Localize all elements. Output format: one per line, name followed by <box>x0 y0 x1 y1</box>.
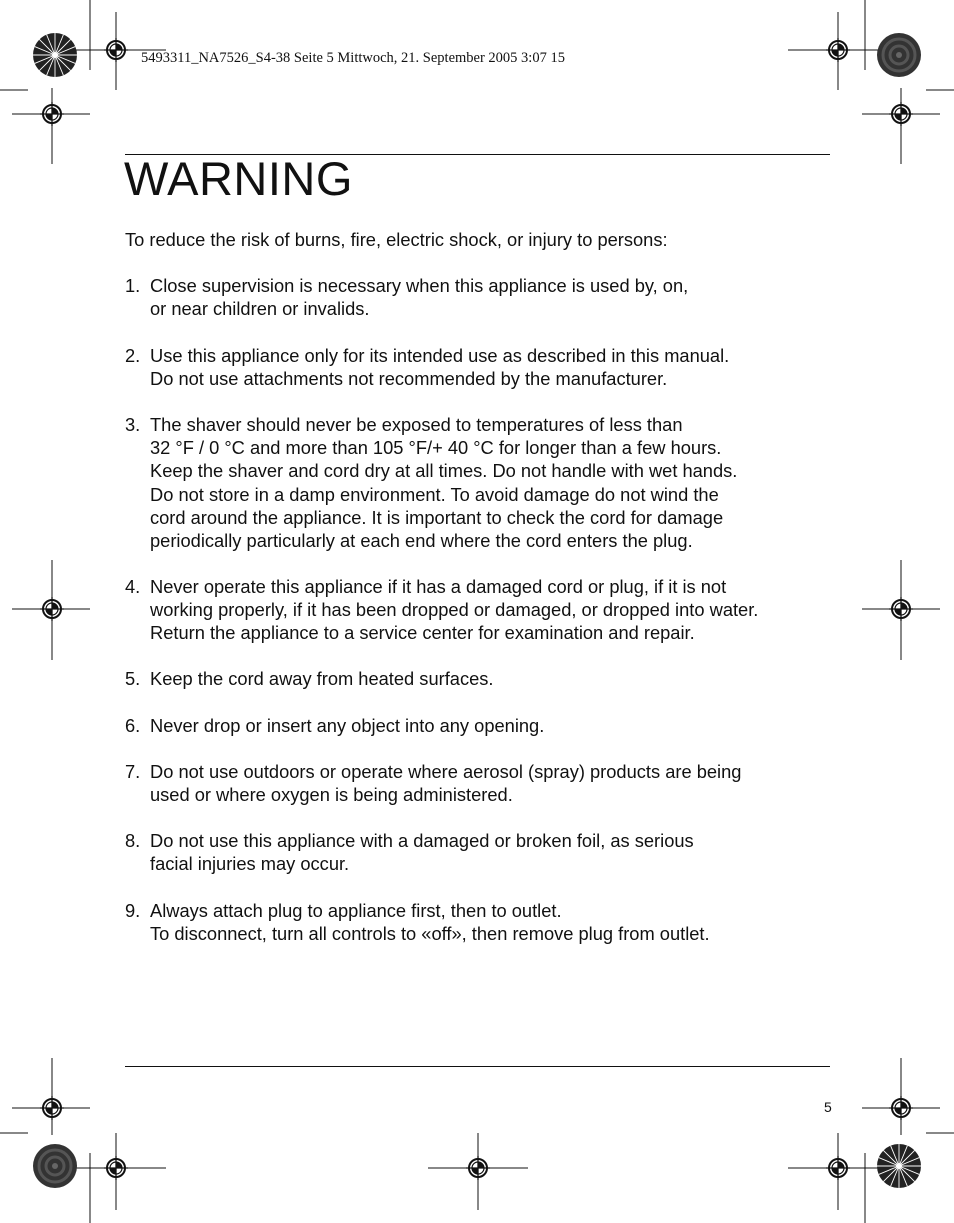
item-line: Never operate this appliance if it has a damaged cord or plug, if it is not <box>150 576 727 597</box>
item-line: Always attach plug to appliance first, then to outlet. <box>150 900 562 921</box>
item-line: Return the appliance to a service center for examination and repair. <box>150 622 695 644</box>
item-number: 5. <box>125 668 141 689</box>
item-line: facial injuries may occur. <box>150 853 350 875</box>
item-number: 4. <box>125 576 141 597</box>
page-title: WARNING <box>124 152 353 205</box>
item-line: The shaver should never be exposed to temperatures of less than <box>150 414 683 435</box>
item-number: 6. <box>125 715 141 736</box>
item-line: 32 °F / 0 °C and more than 105 °F/+ 40 °C for longer than a few hours. <box>150 437 722 459</box>
item-line: or near children or invalids. <box>150 298 370 320</box>
item-number: 7. <box>125 761 141 782</box>
page-number: 5 <box>824 1099 832 1115</box>
item-line: Do not use this appliance with a damaged or broken foil, as serious <box>150 830 694 851</box>
item-line: periodically particularly at each end where the cord enters the plug. <box>150 530 693 552</box>
item-line: Close supervision is necessary when this appliance is used by, on, <box>150 275 689 296</box>
item-line: Never drop or insert any object into any opening. <box>150 715 545 736</box>
item-number: 2. <box>125 345 141 366</box>
item-line: cord around the appliance. It is important to check the cord for damage <box>150 506 724 528</box>
intro-text: To reduce the risk of burns, fire, electric shock, or injury to persons: <box>125 229 668 250</box>
print-slug: 5493311_NA7526_S4-38 Seite 5 Mittwoch, 21. September 2005 3:07 15 <box>141 50 565 66</box>
item-number: 3. <box>125 414 141 435</box>
item-number: 1. <box>125 275 141 296</box>
item-number: 9. <box>125 900 141 921</box>
item-line: Do not use attachments not recommended by the manufacturer. <box>150 368 668 390</box>
item-line: Use this appliance only for its intended use as described in this manual. <box>150 345 730 366</box>
item-line: Do not use outdoors or operate where aerosol (spray) products are being <box>150 761 742 782</box>
item-line: working properly, if it has been dropped or damaged, or dropped into water. <box>150 599 759 621</box>
item-line: Do not store in a damp environment. To avoid damage do not wind the <box>150 483 719 505</box>
item-line: used or where oxygen is being administered. <box>150 784 513 806</box>
item-line: Keep the shaver and cord dry at all times. Do not handle with wet hands. <box>150 460 738 482</box>
item-line: To disconnect, turn all controls to «off», then remove plug from outlet. <box>150 923 710 945</box>
item-line: Keep the cord away from heated surfaces. <box>150 668 494 689</box>
bottom-rule <box>125 1066 830 1067</box>
item-number: 8. <box>125 830 141 851</box>
